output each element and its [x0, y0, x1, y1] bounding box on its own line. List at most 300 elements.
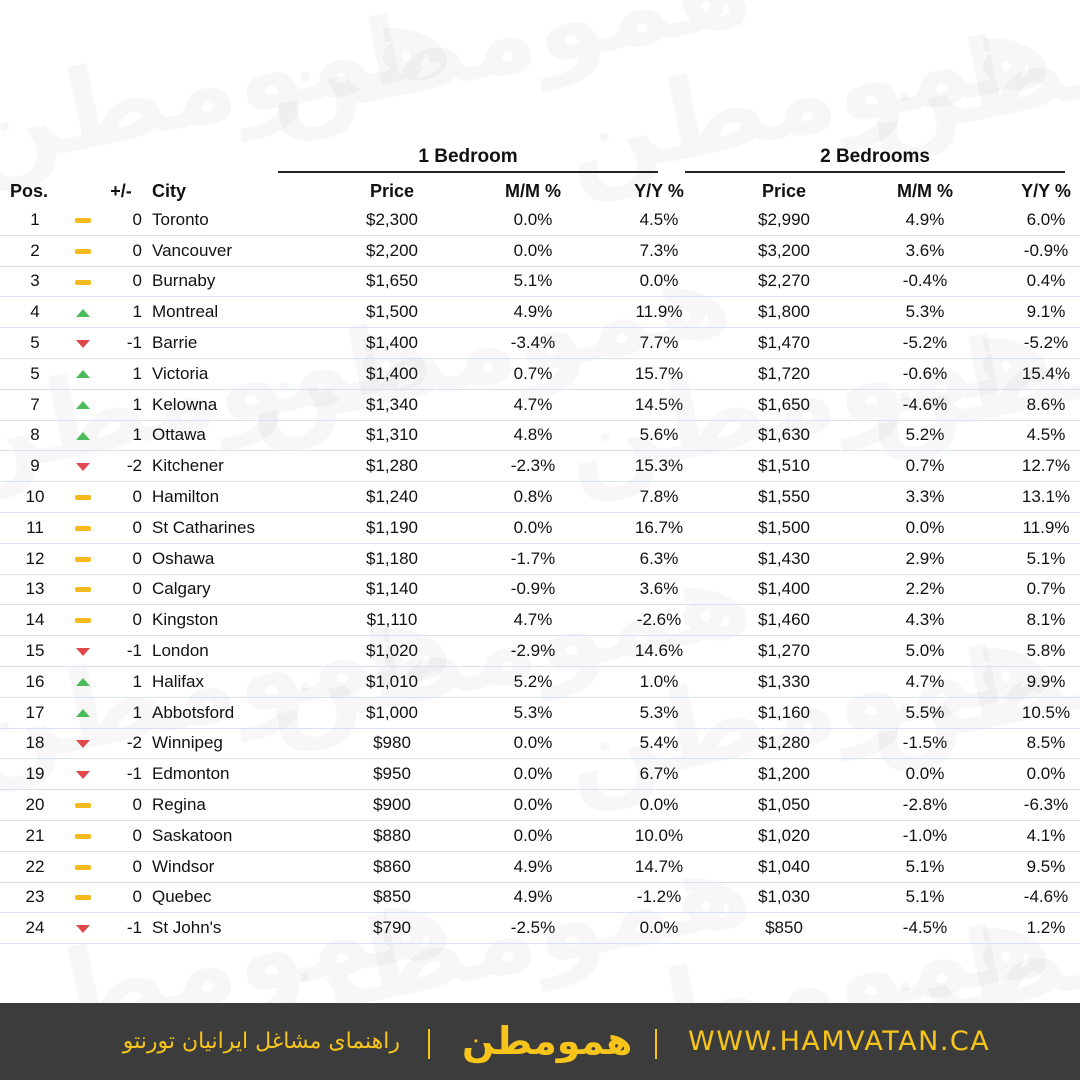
- mm-2br-cell: 5.5%: [854, 697, 996, 728]
- rank-change-cell: -1: [96, 913, 146, 944]
- yy-1br-cell: 15.3%: [604, 451, 714, 482]
- mm-1br-cell: 5.3%: [462, 697, 604, 728]
- mm-1br-cell: 0.8%: [462, 482, 604, 513]
- price-2br-cell: $1,720: [714, 358, 854, 389]
- position-cell: 1: [0, 205, 70, 235]
- yy-2br-cell: 15.4%: [996, 358, 1080, 389]
- trend-indicator: [70, 358, 96, 389]
- rank-change-cell: 0: [96, 205, 146, 235]
- rank-change-cell: 1: [96, 358, 146, 389]
- trend-indicator: [70, 605, 96, 636]
- mm-1br-cell: 0.0%: [462, 512, 604, 543]
- triangle-up-icon: [76, 709, 90, 717]
- price-1br-cell: $790: [322, 913, 462, 944]
- trend-indicator: [70, 205, 96, 235]
- rank-change-cell: 0: [96, 266, 146, 297]
- price-1br-cell: $1,240: [322, 482, 462, 513]
- rank-change-cell: 1: [96, 389, 146, 420]
- yy-2br-cell: 0.7%: [996, 574, 1080, 605]
- group-header-2-bedrooms: 2 Bedrooms: [820, 146, 930, 167]
- rank-change-cell: 1: [96, 420, 146, 451]
- price-1br-cell: $1,280: [322, 451, 462, 482]
- trend-indicator: [70, 512, 96, 543]
- price-2br-cell: $3,200: [714, 235, 854, 266]
- price-2br-cell: $1,280: [714, 728, 854, 759]
- position-cell: 5: [0, 328, 70, 359]
- trend-indicator: [70, 697, 96, 728]
- yy-2br-cell: -6.3%: [996, 790, 1080, 821]
- table-row: [0, 266, 1080, 297]
- table-row: [0, 697, 1080, 728]
- mm-2br-cell: -0.6%: [854, 358, 996, 389]
- price-1br-cell: $880: [322, 820, 462, 851]
- dash-icon: [75, 587, 91, 592]
- rank-change-cell: -1: [96, 328, 146, 359]
- price-2br-cell: $1,160: [714, 697, 854, 728]
- triangle-down-icon: [76, 463, 90, 471]
- mm-2br-cell: -0.4%: [854, 266, 996, 297]
- price-1br-cell: $1,650: [322, 266, 462, 297]
- price-1br-cell: $1,010: [322, 666, 462, 697]
- yy-2br-cell: 4.5%: [996, 420, 1080, 451]
- price-1br-cell: $1,180: [322, 543, 462, 574]
- mm-2br-cell: -5.2%: [854, 328, 996, 359]
- trend-indicator: [70, 389, 96, 420]
- city-cell: St Catharines: [146, 512, 322, 543]
- trend-indicator: [70, 728, 96, 759]
- city-cell: Oshawa: [146, 543, 322, 574]
- position-cell: 14: [0, 605, 70, 636]
- city-cell: Kingston: [146, 605, 322, 636]
- yy-2br-cell: 8.5%: [996, 728, 1080, 759]
- table-row: [0, 728, 1080, 759]
- dash-icon: [75, 218, 91, 223]
- dash-icon: [75, 495, 91, 500]
- mm-2br-cell: 2.9%: [854, 543, 996, 574]
- mm-2br-cell: 4.3%: [854, 605, 996, 636]
- rent-table: [0, 178, 1080, 944]
- group-header-1-bedroom: 1 Bedroom: [418, 146, 518, 167]
- city-cell: St John's: [146, 913, 322, 944]
- triangle-down-icon: [76, 340, 90, 348]
- table-row: [0, 358, 1080, 389]
- city-cell: Burnaby: [146, 266, 322, 297]
- mm-2br-cell: 5.0%: [854, 636, 996, 667]
- city-cell: Montreal: [146, 297, 322, 328]
- yy-2br-cell: 5.8%: [996, 636, 1080, 667]
- rank-change-cell: 1: [96, 297, 146, 328]
- yy-2br-cell: -4.6%: [996, 882, 1080, 913]
- triangle-down-icon: [76, 740, 90, 748]
- price-1br-cell: $1,500: [322, 297, 462, 328]
- yy-2br-cell: 11.9%: [996, 512, 1080, 543]
- position-cell: 16: [0, 666, 70, 697]
- city-cell: Edmonton: [146, 759, 322, 790]
- price-1br-cell: $1,110: [322, 605, 462, 636]
- yy-2br-cell: 10.5%: [996, 697, 1080, 728]
- price-1br-cell: $1,400: [322, 328, 462, 359]
- dash-icon: [75, 249, 91, 254]
- triangle-up-icon: [76, 432, 90, 440]
- position-cell: 7: [0, 389, 70, 420]
- website-url[interactable]: WWW.HAMVATAN.CA: [688, 1026, 991, 1057]
- trend-indicator: [70, 451, 96, 482]
- col-header-indicator: [70, 178, 96, 205]
- trend-indicator: [70, 913, 96, 944]
- rank-change-cell: -1: [96, 636, 146, 667]
- table-row: [0, 882, 1080, 913]
- city-cell: Kitchener: [146, 451, 322, 482]
- price-2br-cell: $1,630: [714, 420, 854, 451]
- price-2br-cell: $1,330: [714, 666, 854, 697]
- col-header-price-1br: Price: [369, 181, 415, 201]
- yy-1br-cell: 10.0%: [604, 820, 714, 851]
- mm-1br-cell: -2.3%: [462, 451, 604, 482]
- col-header-change: +/-: [110, 181, 132, 201]
- position-cell: 18: [0, 728, 70, 759]
- mm-1br-cell: -2.5%: [462, 913, 604, 944]
- watermark-logo: [852, 0, 1080, 168]
- price-1br-cell: $850: [322, 882, 462, 913]
- yy-1br-cell: -1.2%: [604, 882, 714, 913]
- price-1br-cell: $2,300: [322, 205, 462, 235]
- mm-2br-cell: 5.2%: [854, 420, 996, 451]
- price-1br-cell: $1,020: [322, 636, 462, 667]
- city-cell: Hamilton: [146, 482, 322, 513]
- mm-1br-cell: 4.9%: [462, 297, 604, 328]
- yy-2br-cell: 9.1%: [996, 297, 1080, 328]
- mm-2br-cell: -1.5%: [854, 728, 996, 759]
- position-cell: 9: [0, 451, 70, 482]
- price-2br-cell: $1,430: [714, 543, 854, 574]
- rank-change-cell: 0: [96, 482, 146, 513]
- price-1br-cell: $980: [322, 728, 462, 759]
- city-cell: London: [146, 636, 322, 667]
- yy-2br-cell: 0.0%: [996, 759, 1080, 790]
- city-cell: Toronto: [146, 205, 322, 235]
- mm-1br-cell: 0.0%: [462, 820, 604, 851]
- mm-2br-cell: -1.0%: [854, 820, 996, 851]
- yy-2br-cell: 8.1%: [996, 605, 1080, 636]
- mm-1br-cell: 0.0%: [462, 759, 604, 790]
- table-row: [0, 759, 1080, 790]
- position-cell: 21: [0, 820, 70, 851]
- position-cell: 24: [0, 913, 70, 944]
- price-2br-cell: $1,030: [714, 882, 854, 913]
- dash-icon: [75, 280, 91, 285]
- col-header-yy-1br: Y/Y %: [634, 181, 684, 201]
- yy-2br-cell: 5.1%: [996, 543, 1080, 574]
- mm-1br-cell: -0.9%: [462, 574, 604, 605]
- yy-1br-cell: 6.3%: [604, 543, 714, 574]
- dash-icon: [75, 618, 91, 623]
- price-2br-cell: $1,460: [714, 605, 854, 636]
- table-row: [0, 451, 1080, 482]
- trend-indicator: [70, 666, 96, 697]
- price-1br-cell: $2,200: [322, 235, 462, 266]
- price-2br-cell: $1,650: [714, 389, 854, 420]
- table-body: [0, 205, 1080, 944]
- yy-1br-cell: 5.3%: [604, 697, 714, 728]
- price-2br-cell: $1,200: [714, 759, 854, 790]
- footer-divider: [655, 1029, 657, 1059]
- dash-icon: [75, 865, 91, 870]
- yy-2br-cell: 6.0%: [996, 205, 1080, 235]
- table-row: [0, 512, 1080, 543]
- rank-change-cell: 0: [96, 605, 146, 636]
- triangle-down-icon: [76, 925, 90, 933]
- city-cell: Windsor: [146, 851, 322, 882]
- price-1br-cell: $1,340: [322, 389, 462, 420]
- city-cell: Quebec: [146, 882, 322, 913]
- trend-indicator: [70, 235, 96, 266]
- mm-2br-cell: 4.7%: [854, 666, 996, 697]
- city-cell: Regina: [146, 790, 322, 821]
- table-row: [0, 235, 1080, 266]
- position-cell: 4: [0, 297, 70, 328]
- trend-indicator: [70, 636, 96, 667]
- position-cell: 19: [0, 759, 70, 790]
- mm-2br-cell: 0.7%: [854, 451, 996, 482]
- col-header-mm-1br: M/M %: [505, 181, 561, 201]
- mm-1br-cell: 4.7%: [462, 605, 604, 636]
- position-cell: 11: [0, 512, 70, 543]
- position-cell: 20: [0, 790, 70, 821]
- yy-2br-cell: 0.4%: [996, 266, 1080, 297]
- table-row: [0, 636, 1080, 667]
- mm-2br-cell: 5.1%: [854, 851, 996, 882]
- price-2br-cell: $1,500: [714, 512, 854, 543]
- dash-icon: [75, 895, 91, 900]
- trend-indicator: [70, 266, 96, 297]
- yy-2br-cell: -0.9%: [996, 235, 1080, 266]
- mm-1br-cell: -2.9%: [462, 636, 604, 667]
- yy-1br-cell: 11.9%: [604, 297, 714, 328]
- group-rule-2-bedrooms: [685, 171, 1065, 173]
- yy-2br-cell: 1.2%: [996, 913, 1080, 944]
- city-cell: Winnipeg: [146, 728, 322, 759]
- mm-1br-cell: -1.7%: [462, 543, 604, 574]
- watermark-logo: [252, 0, 761, 148]
- yy-1br-cell: 7.8%: [604, 482, 714, 513]
- triangle-up-icon: [76, 309, 90, 317]
- price-1br-cell: $1,190: [322, 512, 462, 543]
- position-cell: 17: [0, 697, 70, 728]
- table-row: [0, 389, 1080, 420]
- city-cell: Calgary: [146, 574, 322, 605]
- city-cell: Victoria: [146, 358, 322, 389]
- yy-1br-cell: 0.0%: [604, 913, 714, 944]
- col-header-mm-2br: M/M %: [897, 181, 953, 201]
- position-cell: 2: [0, 235, 70, 266]
- position-cell: 12: [0, 543, 70, 574]
- yy-2br-cell: 4.1%: [996, 820, 1080, 851]
- yy-1br-cell: 0.0%: [604, 266, 714, 297]
- yy-1br-cell: 7.7%: [604, 328, 714, 359]
- table-row: [0, 851, 1080, 882]
- mm-2br-cell: 4.9%: [854, 205, 996, 235]
- yy-2br-cell: 13.1%: [996, 482, 1080, 513]
- price-2br-cell: $1,270: [714, 636, 854, 667]
- rank-change-cell: 0: [96, 851, 146, 882]
- trend-indicator: [70, 759, 96, 790]
- triangle-up-icon: [76, 370, 90, 378]
- mm-2br-cell: 5.3%: [854, 297, 996, 328]
- trend-indicator: [70, 420, 96, 451]
- trend-indicator: [70, 297, 96, 328]
- mm-2br-cell: -2.8%: [854, 790, 996, 821]
- dash-icon: [75, 803, 91, 808]
- yy-1br-cell: 4.5%: [604, 205, 714, 235]
- price-2br-cell: $1,040: [714, 851, 854, 882]
- rank-change-cell: 0: [96, 543, 146, 574]
- dash-icon: [75, 834, 91, 839]
- table-row: [0, 205, 1080, 235]
- yy-1br-cell: 3.6%: [604, 574, 714, 605]
- trend-indicator: [70, 790, 96, 821]
- table-row: [0, 605, 1080, 636]
- mm-1br-cell: 4.7%: [462, 389, 604, 420]
- city-cell: Abbotsford: [146, 697, 322, 728]
- price-1br-cell: $900: [322, 790, 462, 821]
- position-cell: 15: [0, 636, 70, 667]
- rank-change-cell: 0: [96, 820, 146, 851]
- position-cell: 23: [0, 882, 70, 913]
- mm-2br-cell: 0.0%: [854, 759, 996, 790]
- position-cell: 3: [0, 266, 70, 297]
- table-row: [0, 297, 1080, 328]
- mm-2br-cell: 3.6%: [854, 235, 996, 266]
- yy-1br-cell: 5.6%: [604, 420, 714, 451]
- rank-change-cell: 1: [96, 697, 146, 728]
- price-2br-cell: $1,470: [714, 328, 854, 359]
- yy-1br-cell: 6.7%: [604, 759, 714, 790]
- mm-1br-cell: 5.2%: [462, 666, 604, 697]
- trend-indicator: [70, 820, 96, 851]
- rank-change-cell: 0: [96, 574, 146, 605]
- price-1br-cell: $1,140: [322, 574, 462, 605]
- price-2br-cell: $850: [714, 913, 854, 944]
- price-1br-cell: $1,400: [322, 358, 462, 389]
- trend-indicator: [70, 882, 96, 913]
- price-1br-cell: $860: [322, 851, 462, 882]
- yy-1br-cell: 0.0%: [604, 790, 714, 821]
- mm-1br-cell: 0.0%: [462, 205, 604, 235]
- column-header-row: [0, 178, 1080, 205]
- mm-1br-cell: 0.7%: [462, 358, 604, 389]
- col-header-pos: Pos.: [10, 181, 49, 201]
- city-cell: Vancouver: [146, 235, 322, 266]
- triangle-down-icon: [76, 648, 90, 656]
- rank-change-cell: -2: [96, 451, 146, 482]
- yy-2br-cell: 9.9%: [996, 666, 1080, 697]
- col-header-yy-2br: Y/Y %: [1021, 181, 1071, 201]
- dash-icon: [75, 526, 91, 531]
- trend-indicator: [70, 328, 96, 359]
- rank-change-cell: -2: [96, 728, 146, 759]
- yy-1br-cell: 14.7%: [604, 851, 714, 882]
- table-row: [0, 328, 1080, 359]
- brand-logo: همومطن: [462, 1019, 633, 1063]
- trend-indicator: [70, 574, 96, 605]
- rank-change-cell: -1: [96, 759, 146, 790]
- col-header-city: City: [152, 181, 187, 201]
- yy-2br-cell: 8.6%: [996, 389, 1080, 420]
- yy-1br-cell: 1.0%: [604, 666, 714, 697]
- position-cell: 22: [0, 851, 70, 882]
- table-row: [0, 482, 1080, 513]
- mm-1br-cell: 0.0%: [462, 235, 604, 266]
- triangle-down-icon: [76, 771, 90, 779]
- city-cell: Barrie: [146, 328, 322, 359]
- price-2br-cell: $2,990: [714, 205, 854, 235]
- trend-indicator: [70, 482, 96, 513]
- table-row: [0, 543, 1080, 574]
- yy-1br-cell: 16.7%: [604, 512, 714, 543]
- group-rule-1-bedroom: [278, 171, 658, 173]
- mm-2br-cell: 3.3%: [854, 482, 996, 513]
- mm-1br-cell: 4.9%: [462, 851, 604, 882]
- position-cell: 13: [0, 574, 70, 605]
- yy-1br-cell: 7.3%: [604, 235, 714, 266]
- trend-indicator: [70, 851, 96, 882]
- mm-2br-cell: -4.5%: [854, 913, 996, 944]
- price-1br-cell: $950: [322, 759, 462, 790]
- rank-change-cell: 1: [96, 666, 146, 697]
- footer-tagline: راهنمای مشاغل ایرانیان تورنتو: [122, 1029, 400, 1054]
- position-cell: 8: [0, 420, 70, 451]
- table-row: [0, 574, 1080, 605]
- price-2br-cell: $1,050: [714, 790, 854, 821]
- city-cell: Ottawa: [146, 420, 322, 451]
- price-2br-cell: $1,800: [714, 297, 854, 328]
- mm-1br-cell: 4.9%: [462, 882, 604, 913]
- yy-2br-cell: -5.2%: [996, 328, 1080, 359]
- rank-change-cell: 0: [96, 235, 146, 266]
- price-2br-cell: $1,400: [714, 574, 854, 605]
- price-1br-cell: $1,000: [322, 697, 462, 728]
- dash-icon: [75, 557, 91, 562]
- rank-change-cell: 0: [96, 790, 146, 821]
- yy-1br-cell: 14.5%: [604, 389, 714, 420]
- watermark-logo: [552, 0, 1061, 208]
- col-header-price-2br: Price: [761, 181, 807, 201]
- footer-divider: [428, 1029, 430, 1059]
- rank-change-cell: 0: [96, 512, 146, 543]
- mm-1br-cell: 0.0%: [462, 790, 604, 821]
- yy-2br-cell: 9.5%: [996, 851, 1080, 882]
- mm-2br-cell: 0.0%: [854, 512, 996, 543]
- trend-indicator: [70, 543, 96, 574]
- yy-1br-cell: 14.6%: [604, 636, 714, 667]
- yy-1br-cell: -2.6%: [604, 605, 714, 636]
- table-row: [0, 790, 1080, 821]
- price-2br-cell: $2,270: [714, 266, 854, 297]
- mm-1br-cell: -3.4%: [462, 328, 604, 359]
- table-row: [0, 420, 1080, 451]
- yy-1br-cell: 15.7%: [604, 358, 714, 389]
- rank-change-cell: 0: [96, 882, 146, 913]
- yy-2br-cell: 12.7%: [996, 451, 1080, 482]
- position-cell: 5: [0, 358, 70, 389]
- triangle-up-icon: [76, 401, 90, 409]
- mm-1br-cell: 0.0%: [462, 728, 604, 759]
- city-cell: Kelowna: [146, 389, 322, 420]
- mm-2br-cell: -4.6%: [854, 389, 996, 420]
- city-cell: Saskatoon: [146, 820, 322, 851]
- city-cell: Halifax: [146, 666, 322, 697]
- footer-bar: [0, 1003, 1080, 1080]
